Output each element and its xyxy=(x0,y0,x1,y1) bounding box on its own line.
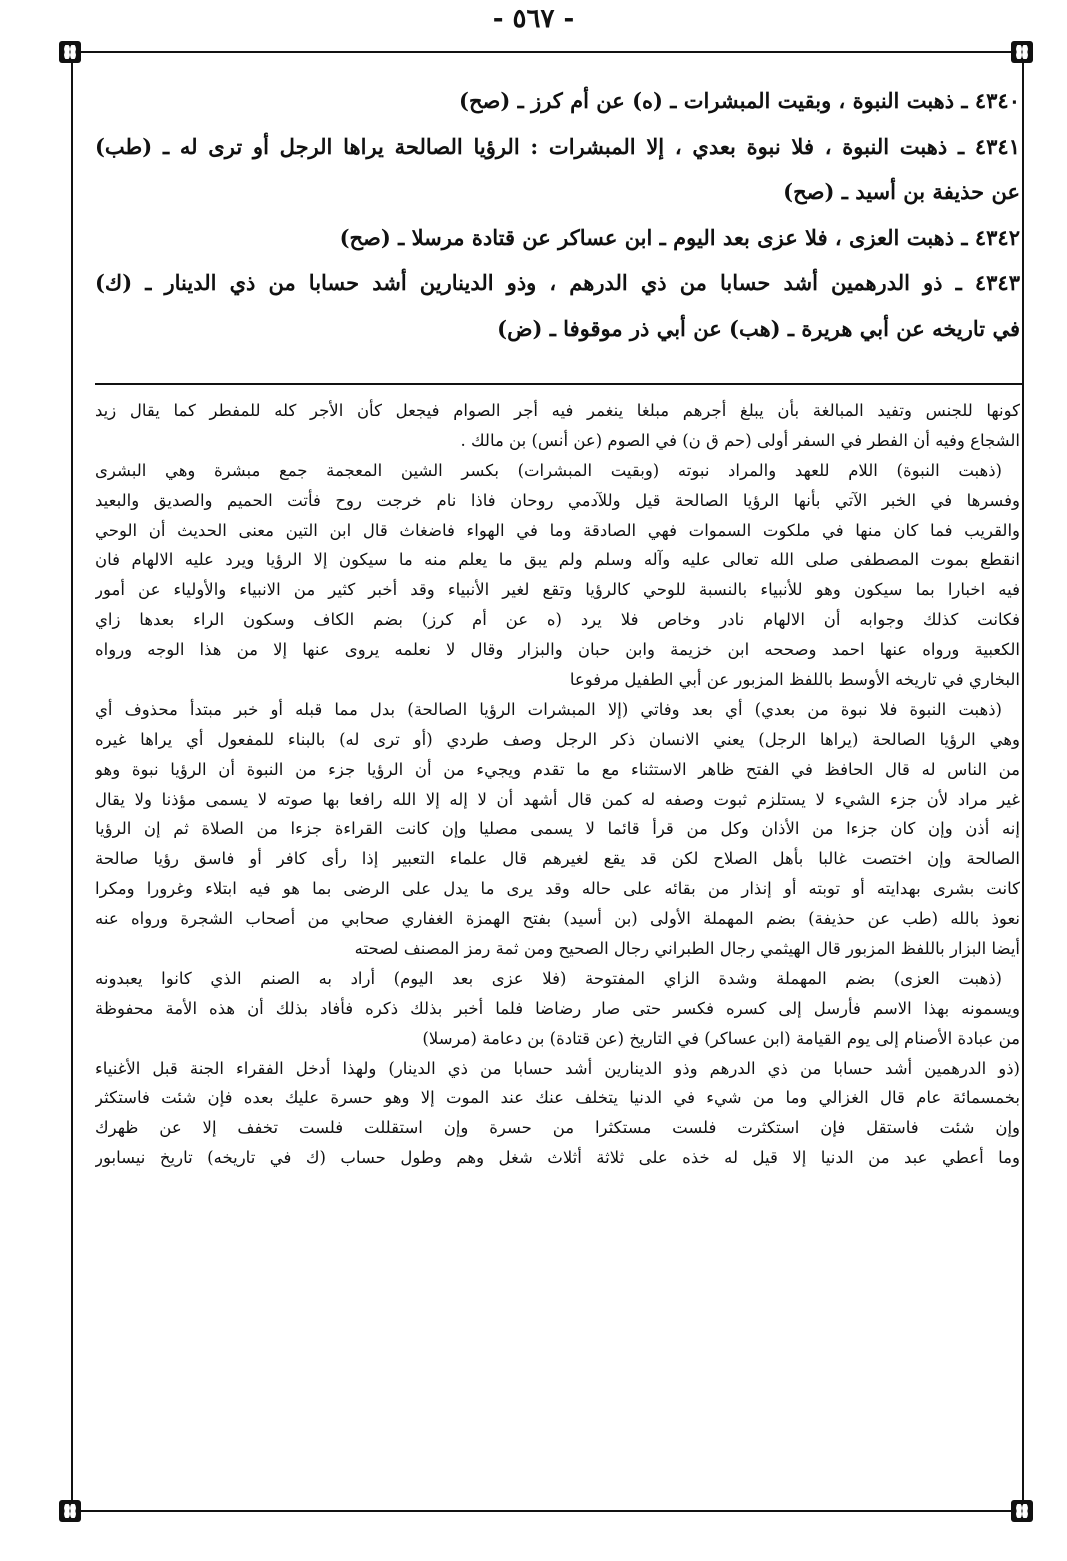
commentary-line: من عبادة الأصنام إلى يوم القيامة (ابن عساكر) في التاريخ (عن قتادة) بن دعامة (مرسلا) xyxy=(422,1028,1020,1048)
commentary-line: (ذهبت النبوة) اللام للعهد والمراد نبوته (وبقيت المبشرات) بكسر الشين المعجمة جمع مبشرة وهي البشرى xyxy=(95,460,1002,480)
commentary-text xyxy=(95,396,1020,1173)
commentary-line: فكانت كذلك وجوابه أن الالهام نادر وخاص فلا يرد (ه عن أم كرز) بضم الكاف وسكون الراء بعدها زاي xyxy=(95,610,1020,630)
commentary-line: والقريب فما كان منها في ملكوت السموات فهي الصادقة وما في الهواء فاضغاث قال ابن التين معنى الحديث أن الوحي xyxy=(95,520,1020,540)
commentary-line: (ذهبت العزى) بضم المهملة وشدة الزاي المفتوحة (فلا عزى بعد اليوم) أراد به الصنم الذي كانوا يعبدونه xyxy=(95,968,1002,988)
hadith-line: في تاريخه عن أبي هريرة ـ (هب) عن أبي ذر موقوفا ـ (ض) xyxy=(497,315,1020,341)
commentary-line: كانت بشرى بهدايته أو توبته أو إنذار من بقائه على حاله وقد يرى ما يدل على الرضى بما هو فيه ابتلاء وغرورا ومكرا xyxy=(95,879,1020,899)
hadith-text xyxy=(95,78,1020,351)
hadith-line: ٤٣٤٢ ـ ذهبت العزى ، فلا عزى بعد اليوم ـ ابن عساكر عن قتادة مرسلا ـ (صح) xyxy=(339,224,1020,250)
commentary-line: بخمسمائة عام قال الغزالي وما من شيء في الدنيا يتخلف عنك عند الموت إلا وهو حسرة عليك بعده فإن شئت فاستكثر xyxy=(95,1088,1020,1108)
hadith-line: عن حذيفة بن أسيد ـ (صح) xyxy=(783,179,1020,204)
commentary-line: فيه اخبارا بما سيكون وهو للأنبياء بالنسبة للوحي كالرؤيا وتقع لغير الأنبياء وقد أخبر كثير من الانبياء والأولياء عن أمور xyxy=(95,580,1020,600)
commentary-line: نعوذ بالله (طب عن حذيفة) بضم المهملة الأولى (بن أسيد) بفتح الهمزة الغفاري صحابي من أصحاب الشجرة ورواه عنه xyxy=(95,909,1020,929)
hadith-line: ٤٣٤١ ـ ذهبت النبوة ، فلا نبوة بعدي ، إلا المبشرات : الرؤيا الصالحة يراها الرجل أو ترى له ـ (طب) xyxy=(95,133,1020,159)
page-number: - ٥٦٧ - xyxy=(492,4,575,34)
right-border xyxy=(1022,55,1024,1510)
corner-ornament-icon xyxy=(59,41,81,63)
commentary-line: إنه أذن وإن كان جزءا من الأذان وكل من قرأ قائما لا يسمى مصليا وإن كانت القراءة جزءا من الصلاة ثم إن الرؤيا xyxy=(95,819,1020,839)
commentary-line: وما أعطي عبد من الدنيا إلا قيل له خذه على ثلاثة أثلاث شغل وهم وطول حساب (ك في تاريخه) تاريخ نيسابور xyxy=(95,1148,1020,1168)
hadith-line: ٤٣٤٠ ـ ذهبت النبوة ، وبقيت المبشرات ـ (ه) عن أم كرز ـ (صح) xyxy=(459,88,1020,113)
commentary-line: الشجاع وفيه أن الفطر في السفر أولى (حم ق ن) في الصوم (عن أنس) بن مالك . xyxy=(460,430,1020,450)
commentary-line: (ذو الدرهمين أشد حسابا من ذي الدرهم وذو الدينارين أشد حسابا من ذي الدينار) ولهذا أدخل الفقراء الجنة قبل الأغنياء xyxy=(95,1058,1020,1078)
footnote-separator xyxy=(95,383,1022,385)
commentary-line: ويسمونه بهذا الاسم فأرسل إلى كسره فكسر حتى صار رضاضا فلما أخبر بذلك ذكره فأفاد بذلك أن هذه الأمة محفوظة xyxy=(95,998,1020,1018)
commentary-line: أيضا البزار باللفظ المزبور قال الهيثمي رجال الطبراني رجال الصحيح ومن ثمة رمز المصنف لصحته xyxy=(354,939,1020,959)
commentary-line: وفسرها في الخبر الآتي بأنها الرؤيا الصالحة قيل وللآدمي روحان فاذا نام خرجت روح فأتت الحميم والصديق والبعيد xyxy=(95,490,1020,510)
left-border xyxy=(71,55,73,1510)
commentary-line: من الناس له قال الحافظ في الفتح ظاهر الاستثناء مع ما تقدم ويجيء من أن الرؤيا جزء من النبوة أن الرؤيا نبوة وهو xyxy=(95,759,1020,779)
commentary-line: وإن شئت فاستقل فإن استكثرت فلست مستكثرا من حسرة وإن استقللت فلست تخفف إلا عن ظهرك xyxy=(95,1118,1020,1138)
corner-ornament-icon xyxy=(1011,1500,1033,1522)
corner-ornament-icon xyxy=(1011,41,1033,63)
commentary-line: وهي الرؤيا الصالحة (يراها الرجل) يعني الانسان ذكر الرجل وصف طردي (أو ترى له) بالبناء للمفعول أي يراها غيره xyxy=(95,729,1020,749)
commentary-line: انقطع بموت المصطفى صلى الله تعالى عليه وآله وسلم ولم يبق ما يعلم منه ما سيكون إلا الرؤيا ويرد عليه الالهام فان xyxy=(95,550,1020,570)
commentary-line: (ذهبت النبوة فلا نبوة من بعدي) أي بعد وفاتي (إلا المبشرات الرؤيا الصالحة) بدل مما قبله أو خبر مبتدأ محذوف أي xyxy=(95,699,1002,719)
bottom-border xyxy=(70,1510,1025,1512)
commentary-line: كونها للجنس وتفيد المبالغة بأن يبلغ أجرهم مبلغا ينغمر فيه أجر الصوام فيجعل كأن الأجر كله للمفطر كما يقال زيد xyxy=(95,401,1020,420)
commentary-line: البخاري في تاريخه الأوسط باللفظ المزبور عن أبي الطفيل مرفوعا xyxy=(569,670,1020,690)
commentary-line: الكعبية ورواه عنها احمد وصححه ابن خزيمة وابن حبان والبزار وقال لا نعلمه يروى عنها إلا من هذا الوجه ورواه xyxy=(95,640,1020,660)
top-border xyxy=(70,51,1025,53)
corner-ornament-icon xyxy=(59,1500,81,1522)
commentary-line: الصالحة وإن اختصت غالبا بأهل الصلاح لكن قد يقع لغيرهم قال علماء التعبير إذا رأى كافر أو فاسق رؤيا صالحة xyxy=(95,849,1020,869)
commentary-line: غير مراد لأن جزء الشيء لا يستلزم ثبوت وصفه له كمن قال أشهد أن لا إله إلا الله رافعا بها صوته لا يسمى مؤذنا ولا يقال xyxy=(95,789,1020,809)
hadith-line: ٤٣٤٣ ـ ذو الدرهمين أشد حسابا من ذي الدرهم ، وذو الدينارين أشد حسابا من ذي الدينار ـ (ك) xyxy=(95,270,1020,295)
